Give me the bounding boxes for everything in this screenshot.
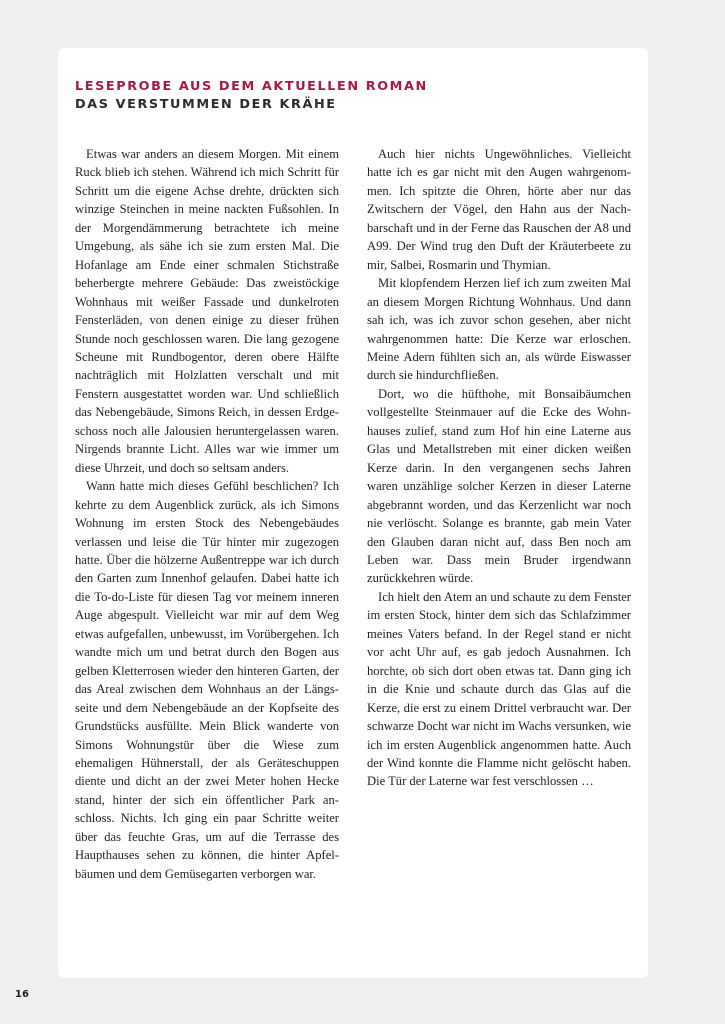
paragraph: Etwas war anders an diesem Morgen. Mit einem Ruck blieb ich stehen. Während ich mich Schritt für Schritt um die eigene Achse drehte, drückten sich winzige Steinchen in meine nackten Fußsohlen. In der Morgendämmerung betrachtete ich meine Umgebung, als sähe ich sie zum ersten Mal. Die Hofanlage am Ende einer schmalen Stichstraße beherbergte mehrere Gebäude: Das zweistöckige Wohnhaus mit weißer Fassade und dunkelroten Fensterläden, von denen einige zu dieser frühen Stunde noch geschlossen waren. Die lang gezogene Scheune mit Rundbogentor, deren obere Hälfte nachträglich mit Holzlatten verschalt und mit Fenstern ausgestattet worden war. Und schließlich das Nebengebäude, Simons Reich, in dessen Erdgeschoss noch alle Jalousien heruntergelassen waren. Nirgends brannte Licht. Alles war wie immer um diese Uhrzeit, und doch so seltsam anders. <box>75 147 339 475</box>
paragraph: Ich hielt den Atem an und schaute zu dem Fenster im ersten Stock, hinter dem sich das Schlafzimmer meines Vaters befand. In der Regel stand er nicht vor acht Uhr auf, es gab jedoch Ausnahmen. Ich horchte, ob sich dort oben etwas tat. Dann ging ich in die Knie und schaute durch das Glas auf die Kerze, die erst zu einem Drittel verbraucht war. Der schwarze Docht war nicht im Wachs versunken, wie ich im ersten Augenblick angenommen hatte. Auch der Wind konnte die Flamme nicht gelöscht haben. Die Tür der Laterne war fest verschlossen … <box>367 589 631 789</box>
left-text-column <box>75 145 339 883</box>
excerpt-heading <box>75 78 635 114</box>
paragraph: Mit klopfendem Herzen lief ich zum zweiten Mal an diesem Morgen Richtung Wohnhaus. Und dann sah ich, was ich zuvor schon gesehen, aber nicht wahrgenommen hatte: Die Kerze war erloschen. Meine Adern fühlten sich an, als würde Eiswasser durch sie hindurchfließen. <box>367 276 631 383</box>
right-text-column <box>367 145 631 791</box>
page-number: 16 <box>15 989 29 1000</box>
paragraph: Dort, wo die hüfthohe, mit Bonsaibäumchen vollgestellte Steinmauer auf die Ecke des Wohnhauses zulief, stand zum Hof hin eine Laterne aus Glas und Metallstreben mit einer dicken weißen Kerze darin. In den vergangenen sechs Jahren waren unzählige solcher Kerzen in dieser Laterne abgebrannt worden, und das Kerzenlicht war noch nie verlöscht. Solange es brannte, gab mein Vater den Glauben daran nicht auf, dass Ben noch am Leben war. Dass mein Bruder irgendwann zurückkehren würde. <box>367 386 631 586</box>
paragraph: Auch hier nichts Ungewöhnliches. Vielleicht hatte ich es gar nicht mit den Augen wahrgenommen. Ich spitzte die Ohren, hörte aber nur das Zwitschern der Vögel, den Hahn aus der Nachbarschaft und in der Ferne das Rauschen der A8 und A99. Der Wind trug den Duft der Kräuterbeete zu mir, Salbei, Rosmarin und Thymian. <box>367 147 631 272</box>
section-kicker: LESEPROBE AUS DEM AKTUELLEN ROMAN <box>75 79 428 94</box>
novel-title: DAS VERSTUMMEN DER KRÄHE <box>75 97 337 112</box>
paragraph: Wann hatte mich dieses Gefühl beschlichen? Ich kehrte zu dem Augenblick zurück, als ich Simons Wohnung im ersten Stock des Nebengebäudes verlassen und leise die Tür hinter mir zugezogen hatte. Über die hölzerne Außentreppe war ich durch den Garten zum Innenhof gelaufen. Dabei hatte ich die To-do-Liste für diesen Tag vor meinem inneren Auge abgespult. Vielleicht war mir auf dem Weg etwas aufgefallen, unbewusst, im Vorübergehen. Ich wandte mich um und betrat durch den Bogen aus gelben Kletterrosen wieder den hinteren Garten, der das Areal zwischen dem Wohnhaus an der Längsseite und dem Nebengebäude an der Kopfseite des Grundstücks ausfüllte. Mein Blick wanderte von Simons Wohnungstür über die Wiese zum ehemaligen Hühnerstall, der als Geräteschuppen diente und dicht an der zwei Meter hohen Hecke stand, hinter der sich ein öffentlicher Park anschloss. Nichts. Ich ging ein paar Schritte weiter über das feuchte Gras, um auf die Terrasse des Haupthauses sehen zu können, die hinter Apfelbäumen und dem Gemüsegarten verborgen war. <box>75 479 339 881</box>
excerpt-card <box>58 48 648 978</box>
